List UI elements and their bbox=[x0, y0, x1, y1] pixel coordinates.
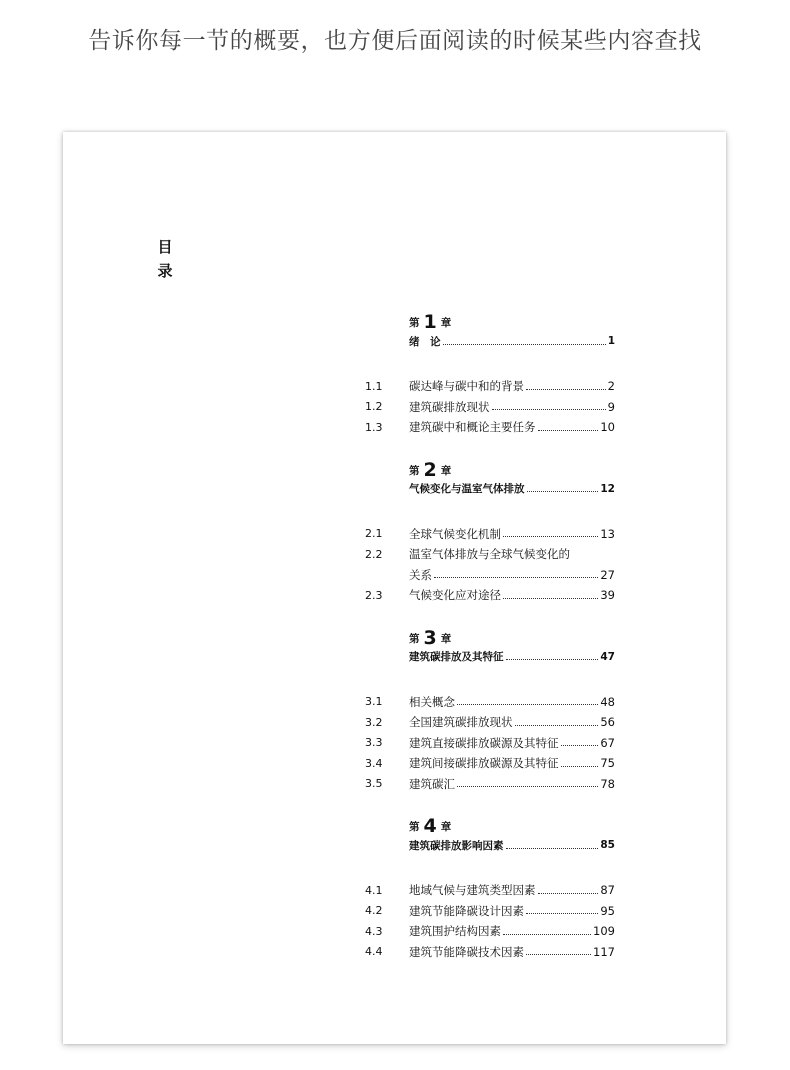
entry-body bbox=[409, 776, 615, 792]
dot-leader bbox=[561, 745, 599, 746]
dot-leader bbox=[457, 704, 598, 705]
dot-leader bbox=[515, 725, 599, 726]
dot-leader bbox=[503, 598, 598, 599]
chapter-title-entry[interactable] bbox=[365, 480, 615, 498]
section-number: 2.2 bbox=[365, 547, 383, 561]
chapter-title-entry[interactable] bbox=[365, 836, 615, 854]
toc-entry[interactable] bbox=[365, 692, 615, 713]
page-number: 13 bbox=[600, 526, 615, 541]
toc-entry[interactable] bbox=[365, 733, 615, 754]
section-title: 建筑围护结构因素 bbox=[409, 924, 501, 939]
dot-leader bbox=[527, 491, 599, 492]
toc-entry-line bbox=[365, 544, 615, 565]
toc-entry[interactable] bbox=[365, 417, 615, 438]
page-number: 1 bbox=[607, 335, 615, 347]
toc-chapter bbox=[365, 310, 615, 438]
toc-entry[interactable] bbox=[365, 712, 615, 733]
section-number: 3.3 bbox=[365, 736, 383, 750]
chapter-title: 建筑碳排放及其特征 bbox=[409, 651, 504, 663]
section-number: 2.1 bbox=[365, 527, 383, 541]
entry-body bbox=[409, 923, 615, 939]
dot-leader bbox=[506, 848, 599, 849]
chapter-prefix: 第 bbox=[409, 317, 420, 329]
section-title: 地域气候与建筑类型因素 bbox=[409, 883, 536, 898]
toc-entry[interactable] bbox=[365, 585, 615, 606]
entry-body bbox=[409, 399, 615, 415]
section-number: 4.3 bbox=[365, 924, 383, 938]
toc-chapter bbox=[365, 458, 615, 606]
toc-entry[interactable] bbox=[365, 880, 615, 901]
entry-body bbox=[409, 755, 615, 771]
chapter-title: 建筑碳排放影响因素 bbox=[409, 839, 504, 852]
page-number: 67 bbox=[600, 735, 615, 750]
toc-entry[interactable] bbox=[365, 901, 615, 922]
chapter-title: 绪 论 bbox=[409, 335, 441, 348]
page-number: 117 bbox=[593, 944, 615, 959]
entry-body bbox=[409, 419, 615, 435]
dot-leader bbox=[538, 430, 599, 431]
toc-entry[interactable] bbox=[365, 942, 615, 963]
page-number: 95 bbox=[600, 903, 615, 918]
section-title: 建筑碳排放现状 bbox=[409, 399, 490, 414]
dot-leader bbox=[526, 954, 591, 955]
page-number: 75 bbox=[600, 756, 615, 771]
section-number: 1.2 bbox=[365, 400, 383, 414]
section-number: 4.1 bbox=[365, 883, 383, 897]
section-title: 建筑节能降碳设计因素 bbox=[409, 903, 524, 918]
chapter-prefix: 第 bbox=[409, 632, 420, 645]
dot-leader bbox=[506, 659, 599, 660]
section-title: 建筑碳中和概论主要任务 bbox=[409, 420, 536, 435]
chapter-heading bbox=[365, 626, 615, 649]
chapter-heading bbox=[365, 310, 615, 333]
chapter-number: 1 bbox=[423, 311, 437, 333]
dot-leader bbox=[526, 389, 606, 390]
toc-title-char-1: 目 bbox=[157, 238, 173, 256]
toc-entry[interactable] bbox=[365, 774, 615, 795]
section-title: 建筑直接碳排放碳源及其特征 bbox=[409, 735, 559, 750]
table-of-contents bbox=[365, 310, 615, 982]
dot-leader bbox=[561, 766, 599, 767]
page-number: 2 bbox=[607, 379, 615, 394]
section-title: 碳达峰与碳中和的背景 bbox=[409, 379, 524, 394]
toc-entry[interactable] bbox=[365, 524, 615, 545]
chapter-prefix: 第 bbox=[409, 464, 420, 477]
chapter-suffix: 章 bbox=[440, 632, 452, 645]
chapter-number: 3 bbox=[423, 626, 437, 649]
chapter-suffix: 章 bbox=[440, 821, 452, 833]
dot-leader bbox=[526, 913, 598, 914]
section-title-continued: 关系 bbox=[409, 567, 432, 582]
page-number: 9 bbox=[607, 399, 615, 414]
page-number: 87 bbox=[600, 883, 615, 898]
section-title: 建筑间接碳排放碳源及其特征 bbox=[409, 756, 559, 771]
toc-entry[interactable] bbox=[365, 397, 615, 418]
chapter-number: 4 bbox=[423, 815, 437, 837]
section-title: 建筑碳汇 bbox=[409, 776, 455, 791]
section-number: 3.2 bbox=[365, 715, 383, 729]
entry-body bbox=[409, 903, 615, 919]
section-title: 全国建筑碳排放现状 bbox=[409, 715, 513, 730]
entry-body bbox=[409, 944, 615, 960]
toc-entry-line bbox=[365, 565, 615, 586]
chapter-title-entry[interactable] bbox=[365, 332, 615, 350]
section-number: 3.1 bbox=[365, 695, 383, 709]
entry-body bbox=[409, 882, 615, 898]
chapter-title-entry[interactable] bbox=[365, 648, 615, 666]
dot-leader bbox=[538, 893, 599, 894]
banner-caption: 告诉你每一节的概要，也方便后面阅读的时候某些内容查找 bbox=[88, 28, 702, 54]
dot-leader bbox=[443, 344, 606, 345]
section-title: 温室气体排放与全球气候变化的 bbox=[409, 547, 570, 562]
entry-body bbox=[409, 694, 615, 710]
entry-body bbox=[409, 714, 615, 730]
page-number: 27 bbox=[600, 567, 615, 582]
toc-entry[interactable] bbox=[365, 921, 615, 942]
entry-body bbox=[409, 735, 615, 751]
toc-entry[interactable] bbox=[365, 544, 615, 585]
chapter-title: 气候变化与温室气体排放 bbox=[409, 483, 525, 495]
page-number: 12 bbox=[600, 482, 615, 495]
section-number: 3.5 bbox=[365, 777, 383, 791]
section-number: 2.3 bbox=[365, 588, 383, 602]
chapter-heading bbox=[365, 814, 615, 837]
section-title: 建筑节能降碳技术因素 bbox=[409, 944, 524, 959]
chapter-heading bbox=[365, 458, 615, 481]
section-number: 4.2 bbox=[365, 904, 383, 918]
toc-title-char-2: 录 bbox=[157, 262, 173, 280]
dot-leader bbox=[503, 536, 598, 537]
dot-leader bbox=[503, 934, 591, 935]
page-number: 47 bbox=[600, 650, 615, 663]
page-number: 78 bbox=[600, 776, 615, 791]
toc-entry[interactable] bbox=[365, 376, 615, 397]
page-number: 10 bbox=[600, 420, 615, 435]
page-number: 56 bbox=[600, 715, 615, 730]
chapter-prefix: 第 bbox=[409, 821, 420, 833]
chapter-suffix: 章 bbox=[440, 464, 452, 477]
dot-leader bbox=[434, 577, 598, 578]
section-number: 4.4 bbox=[365, 945, 383, 959]
toc-chapter bbox=[365, 626, 615, 795]
chapter-suffix: 章 bbox=[440, 317, 452, 329]
section-title: 气候变化应对途径 bbox=[409, 588, 501, 603]
section-number: 1.1 bbox=[365, 379, 383, 393]
toc-title bbox=[156, 235, 174, 283]
entry-body bbox=[409, 587, 615, 603]
chapter-number: 2 bbox=[423, 458, 437, 481]
entry-body bbox=[409, 526, 615, 542]
page-number: 39 bbox=[600, 588, 615, 603]
page-number: 109 bbox=[593, 924, 615, 939]
page-number: 48 bbox=[600, 694, 615, 709]
section-number: 3.4 bbox=[365, 756, 383, 770]
section-title: 全球气候变化机制 bbox=[409, 526, 501, 541]
toc-entry[interactable] bbox=[365, 753, 615, 774]
dot-leader bbox=[457, 786, 598, 787]
toc-chapter bbox=[365, 814, 615, 962]
document-page bbox=[63, 132, 726, 1044]
section-title: 相关概念 bbox=[409, 694, 455, 709]
section-number: 1.3 bbox=[365, 420, 383, 434]
entry-body bbox=[409, 378, 615, 394]
dot-leader bbox=[492, 409, 606, 410]
page-number: 85 bbox=[600, 839, 615, 851]
